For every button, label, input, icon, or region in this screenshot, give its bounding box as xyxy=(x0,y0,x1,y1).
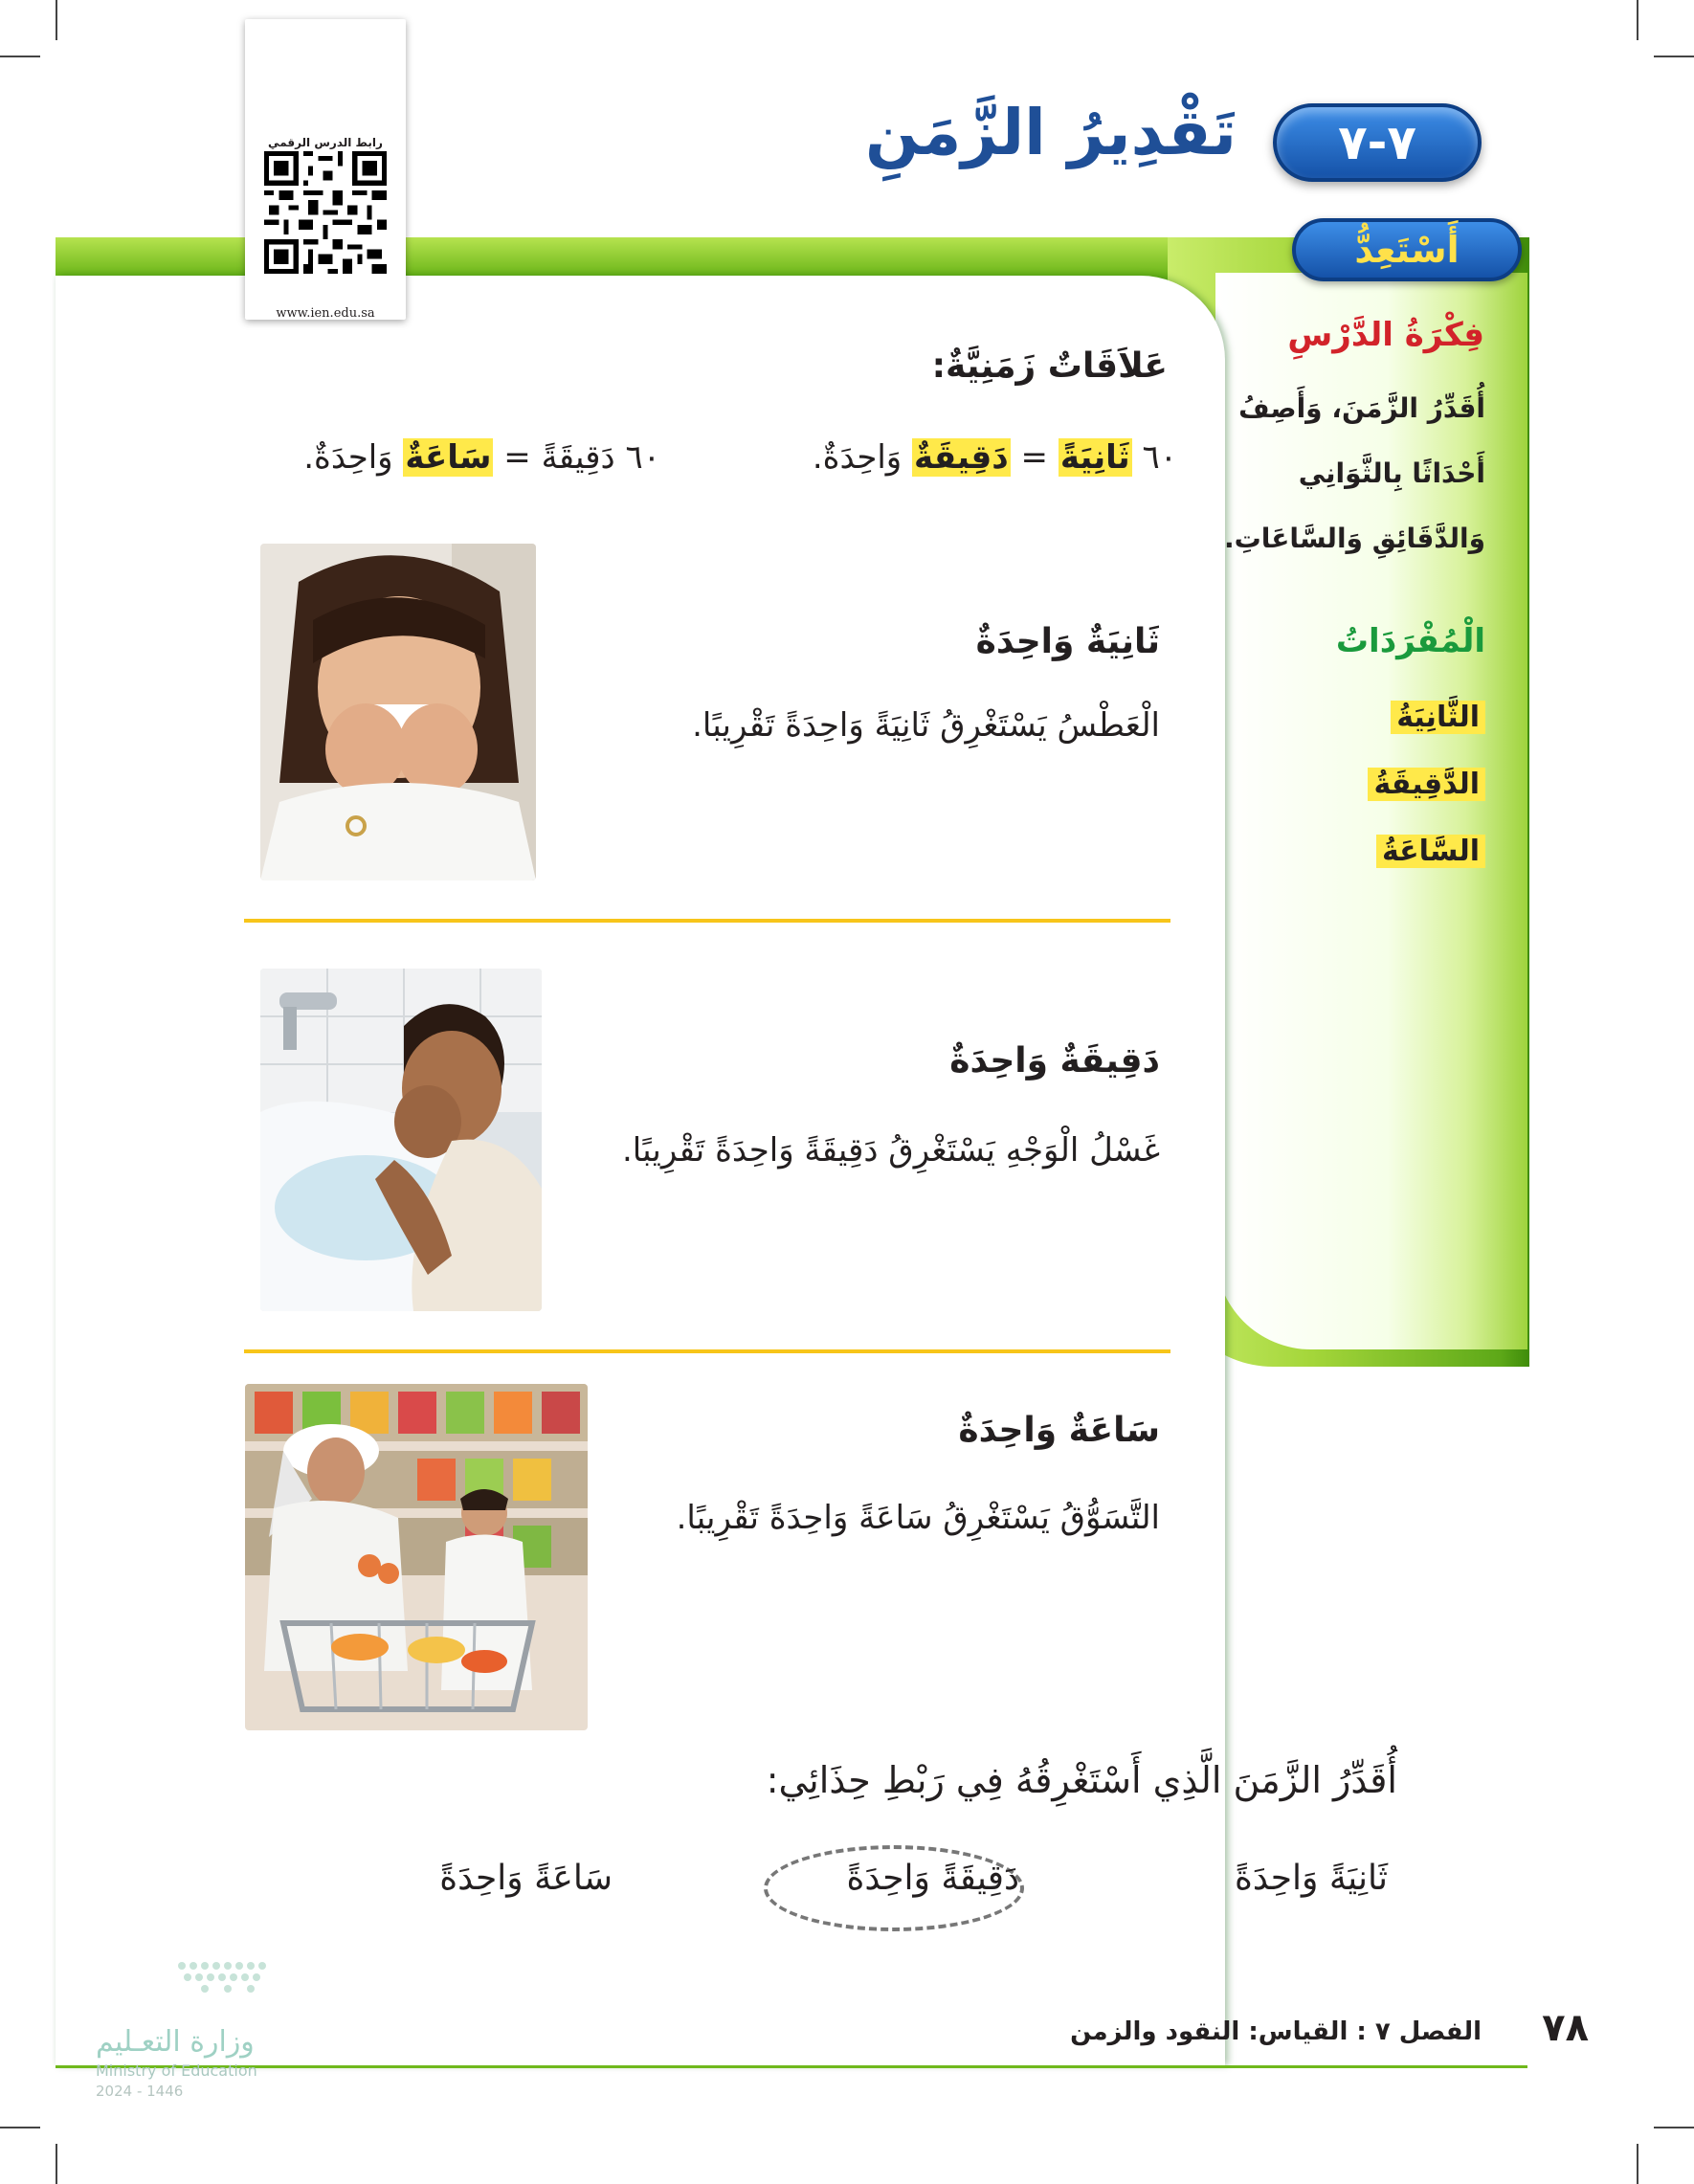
ready-label: أَسْتَعِدُّ xyxy=(1354,229,1460,271)
highlight-hour: سَاعَةٌ xyxy=(405,438,492,477)
sneezing-girl-photo xyxy=(260,544,536,880)
lesson-idea-line: أَحْدَاثًا بِالثَّوَانِي xyxy=(1298,457,1485,489)
highlight-second: ثَانِيَةً xyxy=(1059,438,1130,477)
crop-mark xyxy=(56,0,57,40)
time-relations-heading: عَلاَقَاتٌ زَمَنِيَّةٌ: xyxy=(931,346,1168,386)
qr-code-icon[interactable] xyxy=(264,151,387,274)
crop-mark xyxy=(1654,56,1694,57)
lesson-number: ٧-٧ xyxy=(1338,115,1416,170)
crop-mark xyxy=(1637,2144,1638,2184)
ministry-name-ar: وزارة التعـليم xyxy=(96,2025,255,2059)
estimate-question: أُقَدِّرُ الزَّمَنَ الَّذِي أَسْتَغْرِقُهُ فِي رَبْطِ حِذَائِي: xyxy=(766,1759,1397,1801)
sidebar-panel xyxy=(1215,273,1527,1349)
relation-suffix: وَاحِدَةٌ. xyxy=(303,438,393,477)
vocabulary-item-hour: السَّاعَةُ xyxy=(1376,835,1485,868)
ministry-logo xyxy=(96,1933,345,2106)
chapter-footer: الفصل ٧ : القياس: النقود والزمن xyxy=(1070,2017,1482,2046)
option-hour[interactable]: سَاعَةً وَاحِدَةً xyxy=(439,1859,613,1898)
vocabulary-item-second: الثَّانِيَةُ xyxy=(1391,701,1485,734)
example-minute-heading: دَقِيقَةٌ وَاحِدَةٌ xyxy=(949,1041,1160,1081)
section-divider xyxy=(244,919,1170,923)
relation-minutes-hour xyxy=(303,438,660,477)
relation-number: ٦٠ xyxy=(1142,438,1177,477)
example-second-heading: ثَانِيَةٌ وَاحِدَةٌ xyxy=(975,622,1160,661)
crop-mark xyxy=(1654,2127,1694,2128)
qr-card[interactable] xyxy=(245,19,406,320)
option-second[interactable]: ثَانِيَةً وَاحِدَةً xyxy=(1234,1859,1388,1898)
ministry-name-en: Ministry of Education xyxy=(96,2061,257,2080)
crop-mark xyxy=(0,2127,40,2128)
equals-sign: = xyxy=(1020,438,1049,477)
crop-mark xyxy=(56,2144,57,2184)
vocabulary-heading: الْمُفْرَدَاتُ xyxy=(1335,622,1485,660)
lesson-title: تَقْدِيرُ الزَّمَنِ xyxy=(865,96,1237,169)
example-hour-heading: سَاعَةٌ وَاحِدَةٌ xyxy=(958,1411,1160,1450)
highlight-minute: دَقِيقَةٌ xyxy=(914,438,1009,477)
vocabulary-item-minute: الدَّقِيقَةُ xyxy=(1368,768,1485,801)
page-number: ٧٨ xyxy=(1542,2006,1589,2050)
shopping-photo xyxy=(245,1384,588,1730)
lesson-number-badge xyxy=(1273,103,1482,182)
example-second-text: الْعَطْسُ يَسْتَغْرِقُ ثَانِيَةً وَاحِدَةً تَقْرِيبًا. xyxy=(692,706,1160,745)
example-minute-text: غَسْلُ الْوَجْهِ يَسْتَغْرِقُ دَقِيقَةً وَاحِدَةً تَقْرِيبًا. xyxy=(621,1131,1160,1170)
ready-badge xyxy=(1292,218,1522,281)
example-hour-text: التَّسَوُّقُ يَسْتَغْرِقُ سَاعَةً وَاحِدَةً تَقْرِيبًا. xyxy=(676,1499,1160,1537)
relation-suffix: وَاحِدَةٌ. xyxy=(812,438,903,477)
qr-url-link[interactable]: www.ien.edu.sa xyxy=(276,306,375,321)
ministry-year: 2024 - 1446 xyxy=(96,2083,184,2100)
relation-seconds-minute xyxy=(813,438,1177,477)
qr-caption: رابط الدرس الرقمي xyxy=(268,136,383,149)
lesson-idea-heading: فِكْرَةُ الدَّرْسِ xyxy=(1287,316,1484,354)
lesson-idea-line: وَالدَّقَائِقِ وَالسَّاعَاتِ. xyxy=(1224,523,1485,554)
relation-number: ٦٠ دَقِيقَةً xyxy=(541,438,660,477)
option-minute[interactable]: دَقِيقَةً وَاحِدَةً xyxy=(846,1859,1019,1898)
boy-washing-face-photo xyxy=(260,969,542,1311)
equals-sign: = xyxy=(503,438,531,477)
section-divider xyxy=(244,1349,1170,1353)
lesson-idea-line: أُقَدِّرُ الزَّمَنَ، وَأَصِفُ xyxy=(1238,392,1485,424)
ministry-dots-icon xyxy=(174,1958,279,1996)
crop-mark xyxy=(0,56,40,57)
crop-mark xyxy=(1637,0,1638,40)
